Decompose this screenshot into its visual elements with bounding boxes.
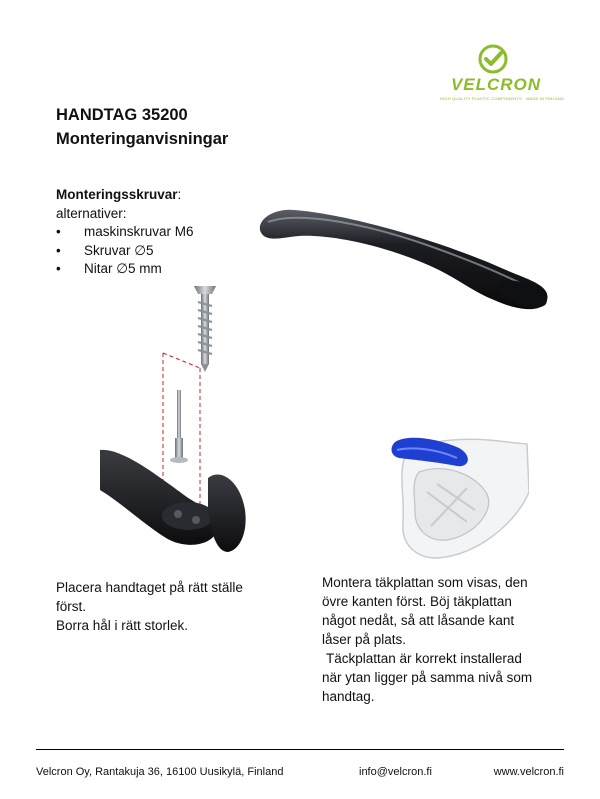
instruction-line: handtag. bbox=[322, 689, 375, 704]
mounting-screws-section bbox=[56, 186, 194, 279]
instruction-line: Placera handtaget på rätt ställe bbox=[56, 580, 243, 595]
product-title: HANDTAG 35200 bbox=[56, 106, 188, 124]
website-link[interactable]: www.velcron.fi bbox=[493, 766, 564, 778]
instruction-line: övre kanten först. Böj täkplattan bbox=[322, 594, 512, 609]
instruction-line: först. bbox=[56, 599, 87, 614]
list-item: • maskinskruvar M6 bbox=[56, 223, 194, 242]
footer-divider bbox=[36, 749, 564, 750]
cover-plate-instructions bbox=[322, 573, 562, 706]
list-item: • Skruvar ∅5 bbox=[56, 242, 194, 261]
velcron-logo bbox=[440, 44, 564, 104]
instruction-line: något nedåt, så att låsande kant bbox=[322, 613, 515, 628]
document-title: Monteringanvisningar bbox=[56, 130, 229, 148]
checkmark-circle-icon bbox=[478, 44, 508, 74]
instruction-line: Borra hål i rätt storlek. bbox=[56, 618, 189, 633]
logo-wordmark: VELCRON bbox=[450, 75, 542, 94]
instruction-line: när ytan ligger på samma nivå som bbox=[322, 670, 533, 685]
screws-heading bbox=[56, 186, 194, 205]
screws-subheading: alternativer: bbox=[56, 205, 127, 221]
placement-instructions bbox=[56, 578, 286, 635]
logo-tagline: HIGH QUALITY PLASTIC COMPONENTS · MADE IN FINLAND bbox=[440, 96, 564, 101]
cover-plate-illustration bbox=[367, 432, 529, 560]
screw-rivet-install-illustration bbox=[100, 280, 260, 570]
list-item: • Nitar ∅5 mm bbox=[56, 260, 194, 279]
page-title bbox=[56, 103, 228, 151]
handle-illustration bbox=[254, 200, 554, 315]
instruction-line: Montera täkplattan som visas, den bbox=[322, 575, 528, 590]
screws-heading-colon: : bbox=[177, 187, 182, 202]
instruction-line: Täckplattan är korrekt installerad bbox=[326, 651, 522, 666]
company-address: Velcron Oy, Rantakuja 36, 16100 Uusikylä, Finland bbox=[36, 766, 284, 778]
screws-list bbox=[56, 223, 194, 279]
screws-heading-label: Monteringsskruvar bbox=[56, 187, 178, 202]
email-link[interactable]: info@velcron.fi bbox=[359, 766, 432, 778]
instruction-line: låser på plats. bbox=[322, 632, 407, 647]
